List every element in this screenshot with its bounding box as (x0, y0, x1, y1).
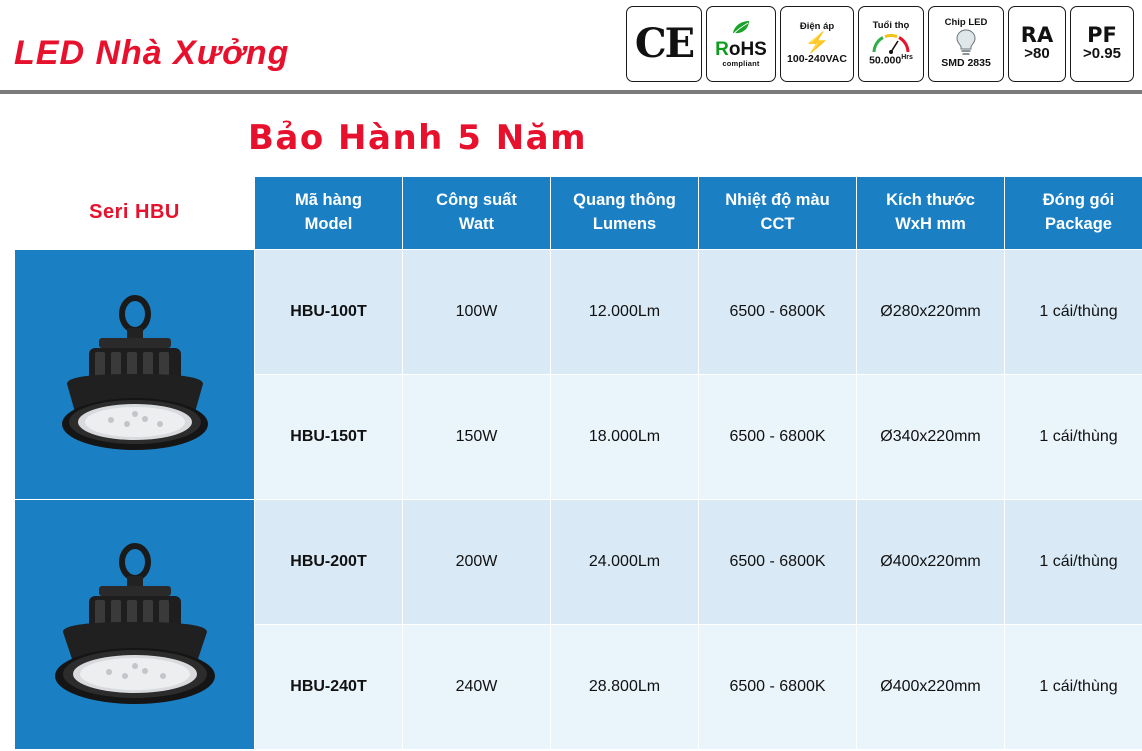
cell-lumens: 12.000Lm (551, 249, 699, 374)
badge-ce (626, 6, 702, 82)
cell-size: Ø280x220mm (857, 249, 1005, 374)
cell-watt: 200W (403, 499, 551, 624)
cell-size: Ø400x220mm (857, 499, 1005, 624)
header-package (1005, 177, 1142, 250)
table-header-row (15, 177, 1142, 250)
cell-watt: 240W (403, 624, 551, 749)
header-cct (699, 177, 857, 250)
product-image-hbu-small (15, 249, 255, 499)
cell-size: Ø340x220mm (857, 374, 1005, 499)
cell-cct: 6500 - 6800K (699, 499, 857, 624)
page-header (0, 0, 1142, 92)
header-model-line2: Model (304, 214, 353, 233)
header-lumens-line1: Quang thông (573, 191, 676, 209)
rohs-sublabel: compliant (722, 59, 760, 68)
header-watt-line2: Watt (458, 214, 495, 233)
cell-package: 1 cái/thùng (1005, 374, 1142, 499)
pf-caption: PF (1087, 23, 1117, 48)
page-title: LED Nhà Xưởng (14, 34, 290, 72)
spec-table-wrapper (14, 176, 1128, 750)
rohs-label: RoHS (715, 39, 767, 60)
badge-voltage (780, 6, 854, 82)
badge-ra (1008, 6, 1066, 82)
warranty-title: Bảo Hành 5 Năm (248, 118, 588, 158)
chip-caption: Chip LED (944, 17, 988, 28)
header-model-line1: Mã hàng (295, 191, 362, 209)
header-cct-line2: CCT (760, 214, 795, 233)
cell-package: 1 cái/thùng (1005, 499, 1142, 624)
badge-lifetime (858, 6, 924, 82)
ra-caption: RA (1020, 23, 1054, 48)
cell-watt: 100W (403, 249, 551, 374)
cell-lumens: 28.800Lm (551, 624, 699, 749)
cell-package: 1 cái/thùng (1005, 624, 1142, 749)
voltage-caption: Điện áp (799, 21, 835, 32)
header-size (857, 177, 1005, 250)
header-lumens (551, 177, 699, 250)
badge-chip (928, 6, 1004, 82)
header-lumens-line2: Lumens (592, 214, 657, 233)
gauge-icon (871, 34, 911, 54)
cell-model: HBU-240T (255, 624, 403, 749)
leaf-icon (731, 20, 751, 39)
highbay-lamp-icon (15, 502, 255, 746)
pf-value: >0.95 (1083, 45, 1121, 63)
cell-lumens: 18.000Lm (551, 374, 699, 499)
cell-model: HBU-100T (255, 249, 403, 374)
product-image-hbu-large (15, 499, 255, 749)
cell-package: 1 cái/thùng (1005, 249, 1142, 374)
header-package-line1: Đóng gói (1042, 191, 1115, 209)
header-watt (403, 177, 551, 250)
bulb-icon (955, 29, 977, 57)
cell-watt: 150W (403, 374, 551, 499)
chip-value: SMD 2835 (941, 57, 991, 70)
lifetime-value: $50.000^{Hrs}$ (869, 53, 913, 67)
cell-cct: 6500 - 6800K (699, 249, 857, 374)
voltage-value: 100-240VAC (787, 53, 847, 66)
header-divider (0, 90, 1142, 94)
series-label: Seri HBU (15, 177, 255, 250)
table-row (15, 249, 1142, 374)
certification-badges (626, 6, 1134, 82)
ra-value: >80 (1024, 45, 1050, 63)
header-watt-line1: Công suất (436, 191, 517, 209)
header-model (255, 177, 403, 250)
ce-icon: CE (634, 20, 694, 67)
bolt-icon: ⚡ (804, 32, 830, 55)
cell-model: HBU-150T (255, 374, 403, 499)
badge-pf (1070, 6, 1134, 82)
spec-table (14, 176, 1142, 750)
cell-size: Ø400x220mm (857, 624, 1005, 749)
cell-cct: 6500 - 6800K (699, 374, 857, 499)
table-row (15, 499, 1142, 624)
cell-model: HBU-200T (255, 499, 403, 624)
header-size-line2: WxH mm (895, 214, 966, 233)
header-cct-line1: Nhiệt độ màu (725, 191, 830, 209)
cell-cct: 6500 - 6800K (699, 624, 857, 749)
header-size-line1: Kích thước (886, 191, 975, 209)
highbay-lamp-icon (15, 252, 255, 496)
lifetime-caption: Tuổi thọ (872, 20, 910, 32)
header-package-line2: Package (1045, 214, 1112, 233)
cell-lumens: 24.000Lm (551, 499, 699, 624)
badge-rohs (706, 6, 776, 82)
